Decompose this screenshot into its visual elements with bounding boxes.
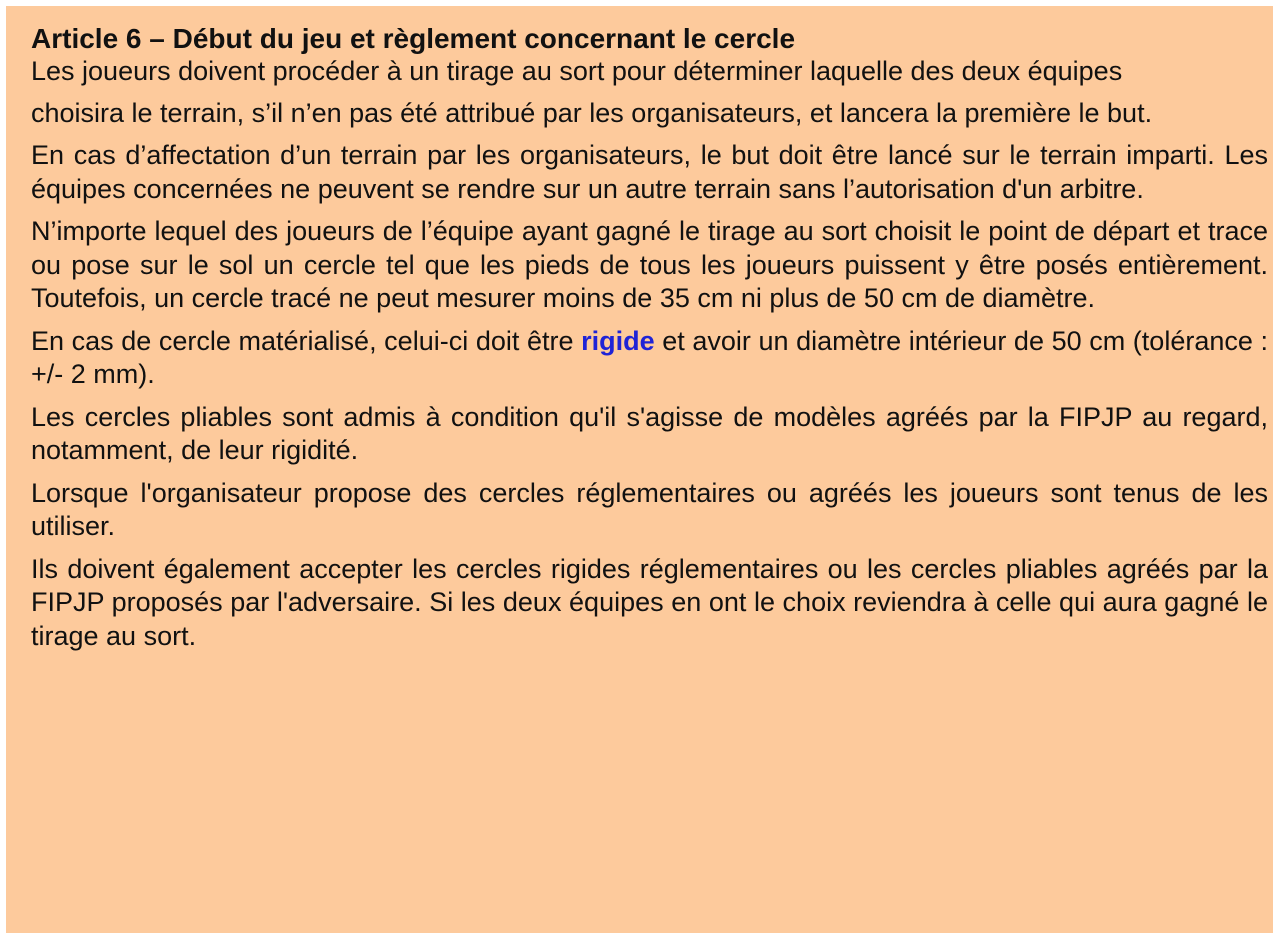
- article-content: [31, 22, 1268, 662]
- materialized-circle-text-before: En cas de cercle matérialisé, celui-ci doit être: [31, 325, 582, 356]
- paragraph-circle-drawing: N’importe lequel des joueurs de l’équipe ayant gagné le tirage au sort choisit le point de départ et trace ou pose sur le sol un cercle tel que les pieds de tous les joueurs puissent y être posés entièrement. Toutefois, un cercle tracé ne peut mesurer moins de 35 cm ni plus de 50 cm de diamètre.: [31, 216, 1268, 313]
- paragraph-materialized-circle: [31, 325, 1268, 392]
- paragraph-draw: Les joueurs doivent procéder à un tirage au sort pour déterminer laquelle des deux équipes: [31, 56, 1123, 86]
- paragraph-terrain-assignment: En cas d’affectation d’un terrain par les organisateurs, le but doit être lancé sur le terrain imparti. Les équipes concernées ne peuvent se rendre sur un autre terrain sans l’autorisation d'un arbitre.: [31, 140, 1268, 204]
- paragraph-folding-circles: Les cercles pliables sont admis à condition qu'il s'agisse de modèles agréés par la FIPJP au regard, notamment, de leur rigidité.: [31, 401, 1268, 465]
- rigid-highlight: rigide: [581, 325, 655, 356]
- paragraph-organizer-circles: Lorsque l'organisateur propose des cercles réglementaires ou agréés les joueurs sont tenus de les utiliser.: [31, 477, 1268, 541]
- paragraph-opponent-circles: Ils doivent également accepter les cercles rigides réglementaires ou les cercles pliables agréés par la FIPJP proposés par l'adversaire. Si les deux équipes en ont le choix reviendra à celle qui aura gagné le tirage au sort.: [31, 553, 1268, 651]
- materialized-circle-text-after: et avoir un diamètre intérieur de 50 cm (tolérance : +/- 2 mm).: [31, 325, 1268, 389]
- article-panel: [6, 6, 1273, 933]
- paragraph-terrain-choice: choisira le terrain, s’il n’en pas été attribué par les organisateurs, et lancera la première le but.: [31, 97, 1153, 128]
- article-title: Article 6 – Début du jeu et règlement concernant le cercle: [31, 23, 796, 54]
